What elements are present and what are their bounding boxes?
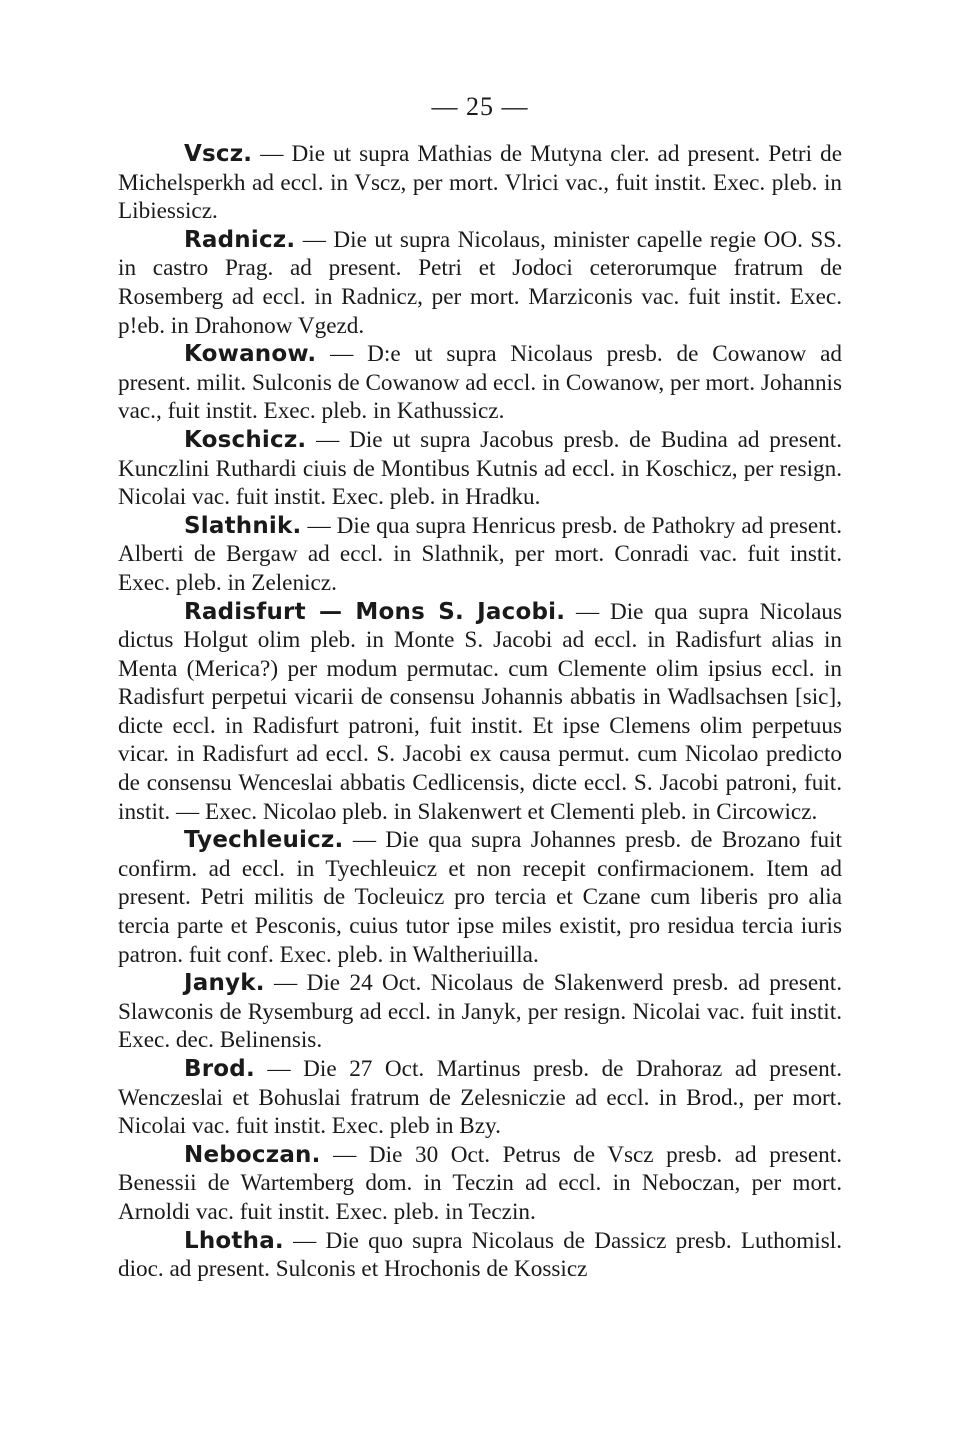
entry-text: — Die quo supra Nicolaus de Dassicz presb. Luthomisl. dioc. ad present. Sulconis et Hrochonis de Kossicz [118,1227,842,1283]
entry-text: — Die 27 Oct. Martinus presb. de Drahoraz ad present. Wenczeslai et Bohuslai fratrum de Zelesniczie ad eccl. in Brod., per mort. Nicolai vac. fuit instit. Exec. pleb in Bzy. [118,1056,842,1140]
entry-text: — Die ut supra Mathias de Mutyna cler. ad present. Petri de Michelsperkh ad eccl. in Vscz, per mort. Vlrici vac., fuit instit. Exec. pleb. in Libiessicz. [118,141,842,225]
place-name: Kowanow. [184,341,317,368]
place-name: Tyechleuicz. [184,827,344,854]
place-name: Lhotha. [184,1227,284,1254]
entry-neboczan [118,1141,842,1227]
entry-slathnik [118,512,842,598]
register-text [118,140,842,1284]
entry-text: — Die qua supra Henricus presb. de Pathokry ad present. Alberti de Bergaw ad eccl. in Slathnik, per mort. Conradi vac. fuit instit. Exec. pleb. in Zelenicz. [118,512,842,596]
entry-brod [118,1055,842,1141]
entry-text: — Die ut supra Jacobus presb. de Budina ad present. Kunczlini Ruthardi ciuis de Montibus Kutnis ad eccl. in Koschicz, per resign. Nicolai vac. fuit instit. Exec. pleb. in Hradku. [118,426,842,511]
entry-radisfurt [118,598,842,827]
entry-text: — Die 24 Oct. Nicolaus de Slakenwerd presb. ad present. Slawconis de Rysemburg ad eccl. in Janyk, per resign. Nicolai vac. fuit instit. Exec. dec. Belinensis. [118,970,842,1054]
entry-text: — Die ut supra Nicolaus, minister capelle regie OO. SS. in castro Prag. ad present. Petri et Jodoci ceterorumque fratrum de Rosemberg ad eccl. in Radnicz, per mort. Marziconis vac. fuit instit. Exec. p!eb. in Drahonow Vgezd. [118,226,842,339]
page-number: — 25 — [431,92,529,121]
entry-vscz [118,140,842,226]
place-name: Vscz. [184,141,253,167]
entry-text: — Die qua supra Nicolaus dictus Holgut olim pleb. in Monte S. Jacobi ad eccl. in Radisfurt alias in Menta (Merica?) per modum permutac. cum Clemente olim ipsius eccl. in Radisfurt perpetui vicarii de consensu Johannis abbatis in Wadlsachsen [sic], dicte eccl. in Radisfurt patroni, fuit instit. Et ipse Clemens olim perpetuus vicar. in Radisfurt ad eccl. S. Jacobi ex causa permut. cum Nicolao predicto de consensu Wenceslai abbatis Cedlicensis, dicte eccl. S. Jacobi patroni, fuit. instit. — Exec. Nicolao pleb. in Slakenwert et Clementi pleb. in Circowicz. [118,598,842,825]
place-name: Koschicz. [184,426,307,453]
entry-kowanow [118,340,842,426]
entry-radnicz [118,226,842,340]
place-name: Slathnik. [184,512,302,539]
entry-tyechleuicz [118,826,842,969]
place-name: Radnicz. [184,226,296,253]
entry-text: — D:e ut supra Nicolaus presb. de Cowanow ad present. milit. Sulconis de Cowanow ad eccl. in Cowanow, per mort. Johannis vac., fuit instit. Exec. pleb. in Kathussicz. [118,341,842,425]
place-name: Janyk. [184,970,265,997]
entry-text: — Die qua supra Johannes presb. de Brozano fuit confirm. ad eccl. in Tyechleuicz et non recepit confirmacionem. Item ad present. Petri militis de Tocleuicz pro tercia et Czane cum liberis pro alia tercia parte et Pesconis, cuius tutor ipse miles existit, pro residua tercia iuris patron. fuit conf. Exec. pleb. in Waltheriuilla. [118,827,842,968]
entry-text: — Die 30 Oct. Petrus de Vscz presb. ad present. Benessii de Wartemberg dom. in Teczin ad eccl. in Neboczan, per mort. Arnoldi vac. fuit instit. Exec. pleb. in Teczin. [118,1141,842,1225]
entry-koschicz [118,426,842,512]
place-name: Brod. [184,1056,255,1082]
place-name: Radisfurt — Mons S. Jacobi. [184,598,566,625]
entry-janyk [118,969,842,1055]
place-name: Neboczan. [184,1141,321,1168]
entry-lhotha [118,1227,842,1284]
